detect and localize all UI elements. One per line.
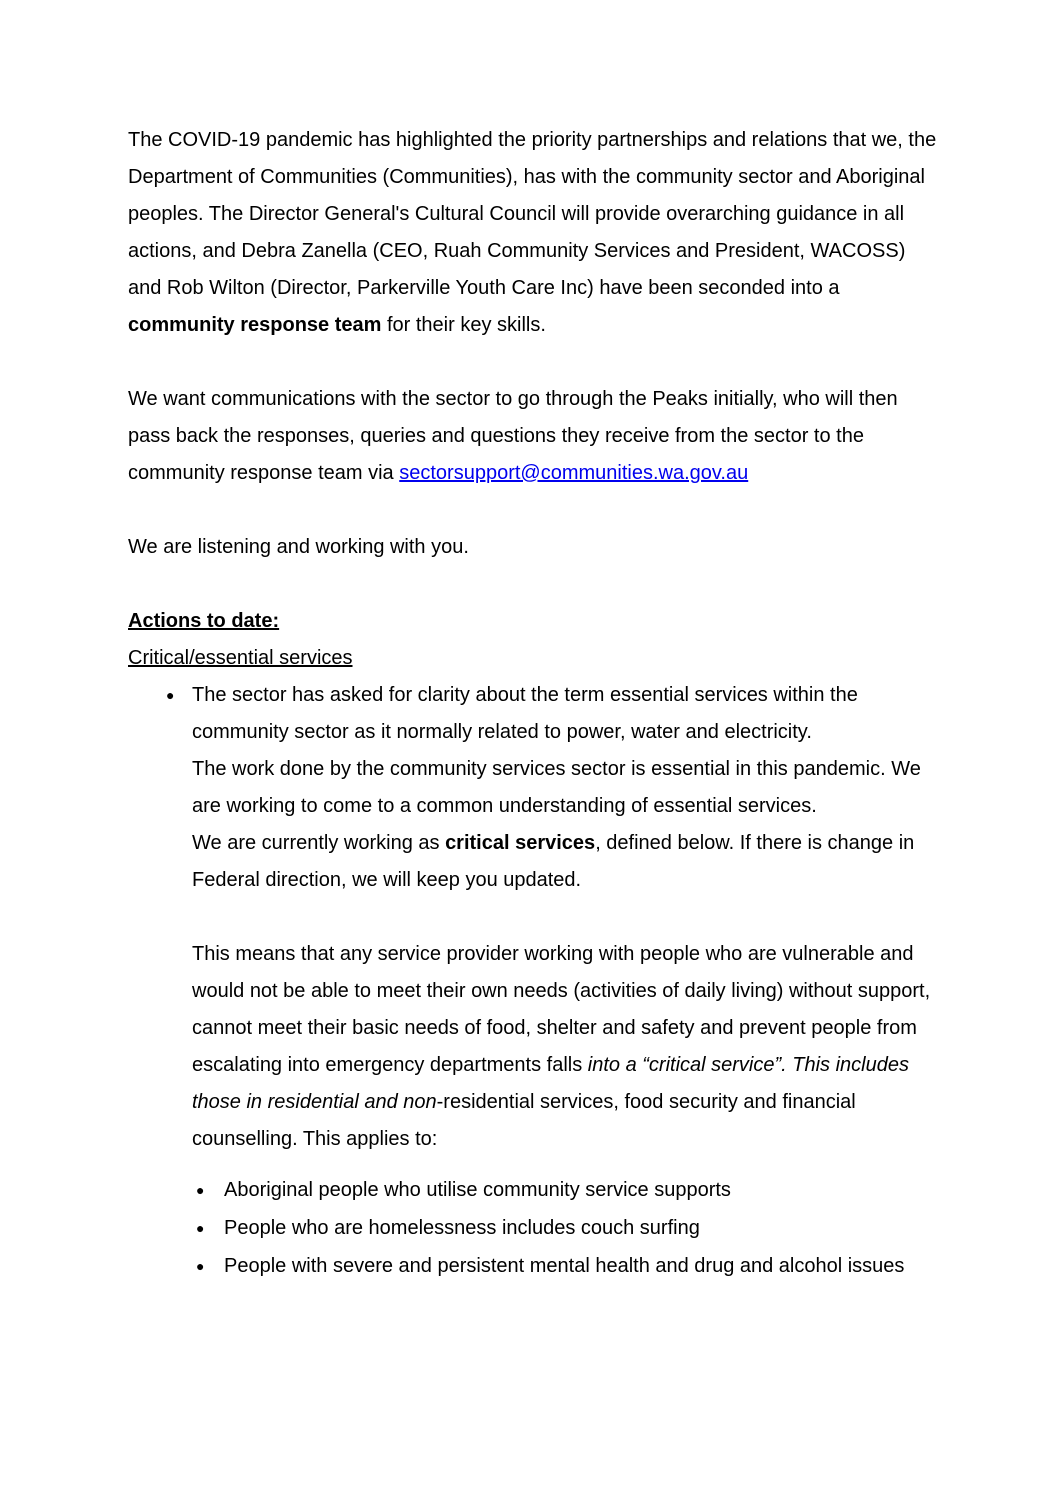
critical-text: We are currently working as: [192, 832, 446, 854]
bullet-icon: ●: [166, 687, 175, 703]
community-response-team-bold: community response team: [128, 314, 382, 336]
critical-services-bold: critical services: [445, 832, 596, 854]
bullet-text-pandemic: The work done by the community services sector is essential in this pandemic. We are working to come to a common understanding of essential services.: [192, 758, 921, 817]
intro-text: The COVID-19 pandemic has highlighted the priority partnerships and relations that we, the Department of Communities (Communities), has with the community sector and Aboriginal peoples. The Director General's Cultural Council will provide overarching guidance in all actions, and Debra Zanella (CEO, Ruah Community Services and President, WACOSS) and Rob Wilton (Director, Parkerville Youth Care Inc) have been seconded into a: [128, 129, 937, 299]
list-item: [128, 677, 938, 899]
communications-text: We want communications with the sector to go through the Peaks initially, who will then pass back the responses, queries and questions they receive from the sector to the community response team via: [128, 388, 898, 484]
actions-heading: Actions to date:: [128, 610, 280, 632]
bullet-icon: ●: [196, 1258, 205, 1274]
bullet-icon: ●: [196, 1220, 205, 1236]
intro-paragraph-3: We are listening and working with you.: [128, 536, 469, 558]
bullet-text-essential: The sector has asked for clarity about the term essential services within the community sector as it normally related to power, water and electricity.: [192, 684, 858, 743]
intro-paragraph-1: [128, 122, 938, 344]
intro-text-end: for their key skills.: [381, 314, 546, 336]
means-text: This means that any service provider working with people who are vulnerable and would not be able to meet their own needs (activities of daily living) without support, cannot meet their basic needs of food, shelter and safety and prevent people from escalating into emergency departments falls: [192, 943, 931, 1076]
means-paragraph: [128, 936, 938, 1158]
bullet-icon: ●: [196, 1182, 205, 1198]
applies-to-list: [128, 1172, 938, 1285]
document-page: [128, 122, 938, 1285]
sector-support-email-link[interactable]: sectorsupport@communities.wa.gov.au: [399, 462, 749, 484]
critical-services-subheading: Critical/essential services: [128, 647, 353, 669]
list-item: [128, 1248, 938, 1285]
means-text-end: -residential services, food security and financial counselling. This applies to:: [192, 1091, 856, 1150]
bullet-text-critical: [192, 825, 938, 899]
applies-to-item: Aboriginal people who utilise community service supports: [224, 1179, 731, 1201]
applies-to-item: People with severe and persistent mental health and drug and alcohol issues: [224, 1255, 905, 1277]
critical-text-end: , defined below. If there is change in Federal direction, we will keep you updated.: [192, 832, 915, 891]
means-italic-text: into a “critical service”. This includes those in residential and non: [192, 1054, 909, 1113]
list-item: [128, 1210, 938, 1247]
list-item: [128, 1172, 938, 1209]
intro-paragraph-2: [128, 381, 938, 492]
applies-to-item: People who are homelessness includes couch surfing: [224, 1217, 700, 1239]
